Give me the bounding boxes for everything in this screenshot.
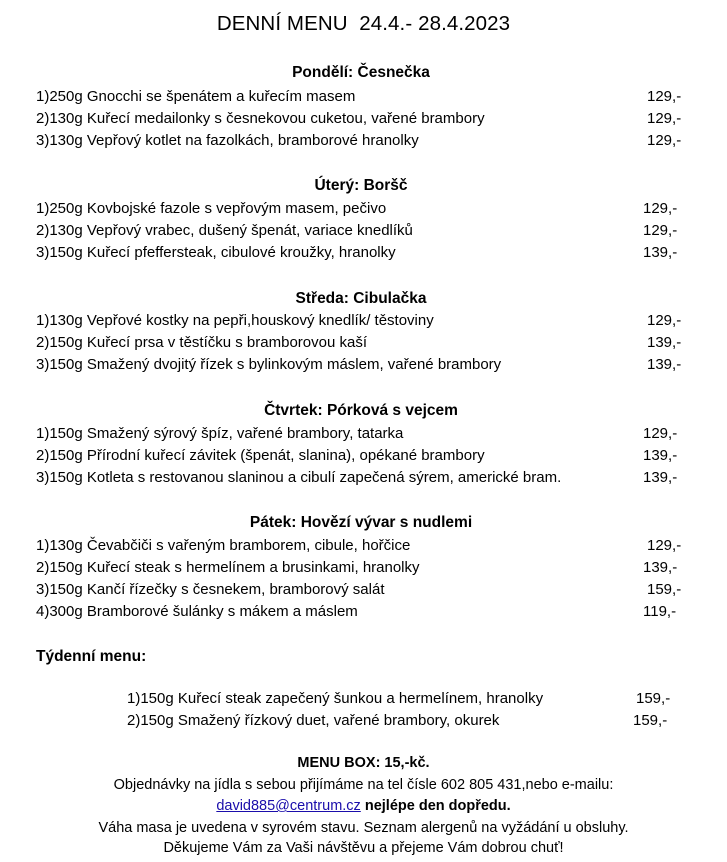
menu-item: 3)130g Vepřový kotlet na fazolkách, bramborové hranolky <box>36 132 419 149</box>
menu-item-price: 139,- <box>643 447 678 464</box>
menu-item-price: 139,- <box>647 334 682 351</box>
email-suffix: nejlépe den dopředu. <box>360 798 511 814</box>
weekly-menu-heading: Týdenní menu: <box>36 648 147 665</box>
menu-item-price: 139,- <box>643 244 678 261</box>
menu-item-price: 139,- <box>643 559 678 576</box>
weekly-menu-item-price: 159,- <box>633 712 668 729</box>
menu-item-price: 129,- <box>643 200 678 217</box>
menu-item: 1)130g Čevabčiči s vařeným bramborem, cibule, hořčice <box>36 537 411 554</box>
menu-item: 2)130g Kuřecí medailonky s česnekovou cuketou, vařené brambory <box>36 110 485 127</box>
menu-item-price: 139,- <box>647 356 682 373</box>
menu-item: 4)300g Bramborové šulánky s mákem a máslem <box>36 603 358 620</box>
menu-box-note: MENU BOX: 15,-kč. <box>297 755 430 771</box>
menu-item: 2)130g Vepřový vrabec, dušený špenát, variace knedlíků <box>36 222 413 239</box>
menu-item-price: 129,- <box>643 425 678 442</box>
menu-title: DENNÍ MENU 24.4.- 28.4.2023 <box>216 12 511 35</box>
menu-item: 1)250g Kovbojské fazole s vepřovým masem, pečivo <box>36 200 387 217</box>
menu-item: 3)150g Smažený dvojitý řízek s bylinkovým máslem, vařené brambory <box>36 356 502 373</box>
menu-item: 2)150g Přírodní kuřecí závitek (špenát, slanina), opékané brambory <box>36 447 485 464</box>
menu-item: 3)150g Kančí řízečky s česnekem, bramborový salát <box>36 581 385 598</box>
thanks-note: Děkujeme Vám za Vaši návštěvu a přejeme Vám dobrou chuť! <box>163 840 564 856</box>
menu-item-price: 129,- <box>647 88 682 105</box>
orders-note: Objednávky na jídla s sebou přijímáme na tel čísle 602 805 431,nebo e-mailu: <box>113 777 614 793</box>
email-link[interactable]: david885@centrum.cz <box>216 798 361 814</box>
menu-item-price: 129,- <box>643 222 678 239</box>
day-heading: Pondělí: Česnečka <box>292 64 430 81</box>
menu-item: 1)130g Vepřové kostky na pepři,houskový knedlík/ těstoviny <box>36 312 434 329</box>
menu-item-price: 159,- <box>647 581 682 598</box>
menu-item: 1)150g Smažený sýrový špíz, vařené brambory, tatarka <box>36 425 404 442</box>
weekly-menu-item: 2)150g Smažený řízkový duet, vařené brambory, okurek <box>127 712 500 729</box>
email-line <box>0 797 727 815</box>
menu-item: 1)250g Gnocchi se špenátem a kuřecím masem <box>36 88 356 105</box>
menu-item: 2)150g Kuřecí steak s hermelínem a brusinkami, hranolky <box>36 559 420 576</box>
weekly-menu-item: 1)150g Kuřecí steak zapečený šunkou a hermelínem, hranolky <box>127 690 544 707</box>
day-heading: Čtvrtek: Pórková s vejcem <box>264 402 458 419</box>
weight-note: Váha masa je uvedena v syrovém stavu. Seznam alergenů na vyžádání u obsluhy. <box>98 820 629 836</box>
day-heading: Úterý: Boršč <box>314 177 408 194</box>
menu-item-price: 129,- <box>647 110 682 127</box>
menu-item-price: 129,- <box>647 312 682 329</box>
day-heading: Středa: Cibulačka <box>295 290 427 307</box>
menu-item-price: 119,- <box>643 603 677 620</box>
menu-item: 2)150g Kuřecí prsa v těstíčku s bramborovou kaší <box>36 334 367 351</box>
menu-item: 3)150g Kuřecí pfeffersteak, cibulové kroužky, hranolky <box>36 244 396 261</box>
weekly-menu-item-price: 159,- <box>636 690 671 707</box>
day-heading: Pátek: Hovězí vývar s nudlemi <box>249 514 473 531</box>
menu-item-price: 139,- <box>643 469 678 486</box>
menu-item: 3)150g Kotleta s restovanou slaninou a cibulí zapečená sýrem, americké bram. <box>36 469 562 486</box>
menu-item-price: 129,- <box>647 132 682 149</box>
menu-item-price: 129,- <box>647 537 682 554</box>
